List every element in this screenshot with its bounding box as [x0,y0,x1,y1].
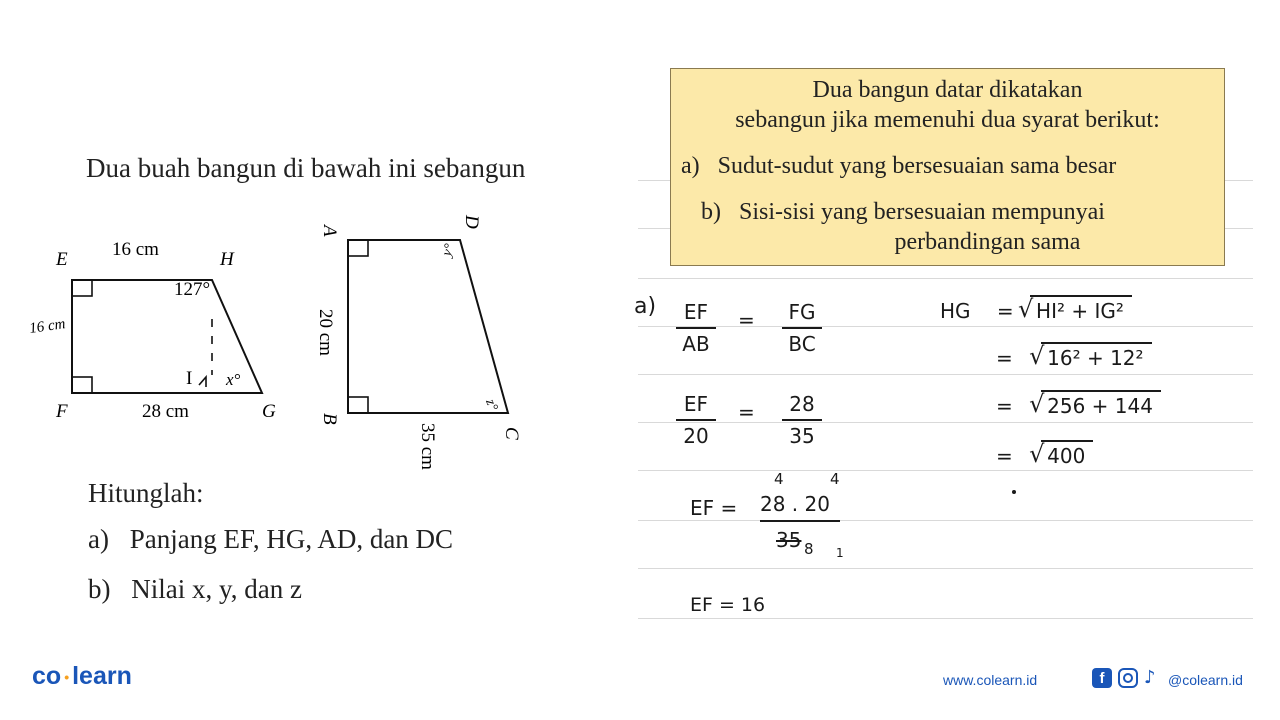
angle-g-label: x° [226,370,241,389]
hw-ef-small-1: 1 [836,546,844,560]
vertex-c: C [501,427,522,440]
hw-ratio-1-num2: FG [788,300,816,324]
logo-part-learn: learn [72,662,132,690]
hw-hg-eq-1: = [996,299,1014,323]
hw-hg-rhs-2: 16² + 12² [1047,346,1144,370]
hw-ratio-1-eq: = [738,308,755,332]
hw-ratio-2-num: EF [683,392,709,416]
hw-ratio-2-den: 20 [683,424,709,448]
hw-hg-line-2 [996,342,1152,370]
hw-hg-line-3 [996,390,1161,418]
side-fg-label: 28 cm [142,401,189,422]
side-ef-handwritten: 16 cm [28,316,67,337]
hw-hg-lhs: HG [940,299,971,323]
hw-ratio-2-eq: = [738,400,755,424]
question-b [88,574,302,605]
rule-a-label: a) [681,153,700,179]
hw-ratio-2-den2: 35 [789,424,815,448]
question-a [88,524,453,555]
vertex-b: B [319,413,340,425]
tiktok-icon[interactable]: ♪ [1144,667,1156,688]
similarity-rules-box [670,68,1225,266]
side-ab-label: 20 cm [315,309,336,356]
instagram-icon[interactable] [1118,668,1138,688]
rules-line-2: sebangun jika memenuhi dua syarat berikut: [735,107,1160,133]
ruled-line [638,470,1253,471]
question-a-text: Panjang EF, HG, AD, dan DC [129,524,454,554]
side-eh-label: 16 cm [112,239,159,260]
hw-ef-small-4a: 4 [774,470,784,488]
rules-line-1: Dua bangun datar dikatakan [812,77,1083,103]
ruled-line [638,326,1253,327]
hw-sqrt-2: √ 16² + 12² [1041,342,1151,370]
logo-dot: • [64,669,70,686]
figure-trapezoid-abcd [310,205,540,490]
problem-intro: Dua buah bangun di bawah ini sebangun [86,153,526,183]
vertex-h: H [220,249,234,270]
hw-ef-calc-prefix: EF = [690,496,738,520]
rule-b-text-1: Sisi-sisi yang bersesuaian mempunyai [739,199,1105,225]
hw-dot [1012,490,1016,494]
hw-hg-eq-2: = [996,346,1013,370]
angle-c-label: z° [482,397,501,413]
height-foot-label: I [186,368,193,389]
hw-ratio-1-den2: BC [788,332,816,356]
ruled-line [638,278,1253,279]
rule-b [701,199,1105,226]
ruled-line [638,520,1253,521]
hw-ratio-1-num: EF [683,300,709,324]
hw-ratio-2-num2: 28 [789,392,815,416]
rule-a-text: Sudut-sudut yang bersesuaian sama besar [717,153,1117,179]
side-bc-label: 35 cm [417,423,438,470]
vertex-e: E [56,249,68,270]
facebook-icon[interactable]: f [1092,668,1112,688]
rule-a [681,153,1116,180]
vertex-d: D [461,215,482,229]
vertex-f: F [56,401,68,422]
colearn-logo [32,662,132,691]
hw-ef-small-4b: 4 [830,470,840,488]
hw-hg-line-4 [996,440,1093,468]
angle-h-label: 127° [174,279,211,300]
rule-b-label: b) [701,199,721,225]
hitunglah-heading: Hitunglah: [88,478,204,508]
ruled-line [638,422,1253,423]
hw-hg-line-1 [940,295,1132,323]
hw-sqrt-1: √ HI² + IG² [1030,295,1132,323]
ruled-line [638,374,1253,375]
hw-hg-rhs-3: 256 + 144 [1047,394,1153,418]
hw-ef-result: EF = 16 [690,594,766,616]
hw-hg-rhs-1: HI² + IG² [1036,299,1124,323]
hw-hg-eq-4: = [996,444,1013,468]
hw-hg-rhs-4: 400 [1047,444,1086,468]
ruled-line [638,618,1253,619]
figure-trapezoid-efgh [20,225,310,430]
logo-part-co: co [32,662,62,690]
hw-sqrt-3: √ 256 + 144 [1041,390,1161,418]
hw-ef-calc-den: 35 [776,528,802,552]
hw-ef-small-8: 8 [804,540,814,558]
ruled-line [638,568,1253,569]
footer-handle[interactable]: @colearn.id [1168,672,1243,688]
angle-d-label: y° [439,242,458,259]
hw-ratio-1-den: AB [682,332,710,356]
footer-url[interactable]: www.colearn.id [943,672,1038,688]
rule-b-text-2: perbandingan sama [894,229,1081,255]
vertex-g: G [262,401,276,422]
hw-sqrt-4: √ 400 [1041,440,1093,468]
vertex-a: A [319,225,340,237]
question-b-text: Nilai x, y, dan z [131,574,302,604]
question-b-label: b) [88,574,111,604]
question-a-label: a) [88,524,109,554]
hw-ef-calc-num: 28 . 20 [760,492,830,516]
hw-hg-eq-3: = [996,394,1013,418]
hw-part-label: a) [634,294,657,319]
